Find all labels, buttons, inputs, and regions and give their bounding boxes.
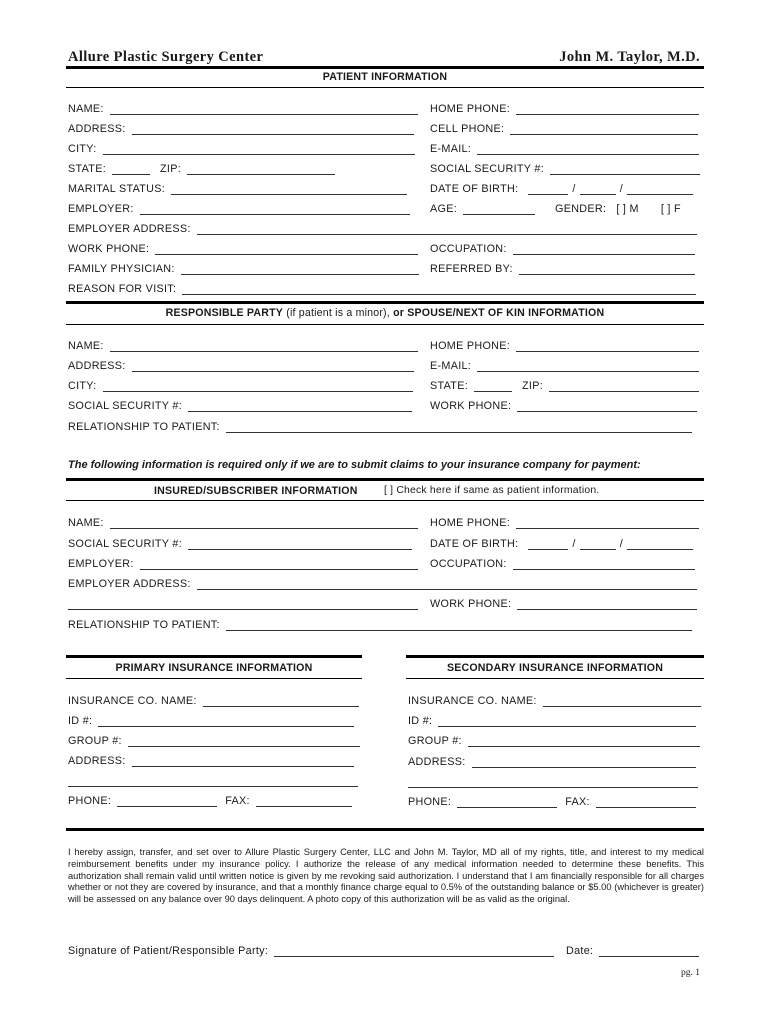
sec-address-row [408, 754, 696, 768]
primary-rule-top [66, 655, 362, 658]
patient-employer-address-label: EMPLOYER ADDRESS: [68, 223, 191, 235]
ins-address-line2-row [68, 596, 418, 610]
sec-address-line2[interactable] [408, 776, 698, 788]
ins-dob-day[interactable] [580, 538, 616, 550]
patient-home-phone-row [430, 101, 699, 115]
header-rule [66, 66, 704, 69]
pri-group-row [68, 733, 360, 747]
patient-physician-label: FAMILY PHYSICIAN: [68, 263, 175, 275]
responsible-title-note: (if patient is a minor), [286, 307, 390, 319]
patient-age-label: AGE: [430, 203, 458, 215]
primary-title: PRIMARY INSURANCE INFORMATION [115, 662, 313, 674]
sec-group-row [408, 733, 700, 747]
patient-age-field[interactable] [463, 203, 535, 215]
pri-address-row [68, 753, 354, 767]
resp-name-row [68, 338, 418, 352]
resp-state-label: STATE: [430, 380, 468, 392]
pri-fax-field[interactable] [256, 795, 352, 807]
sec-address-line2-row [408, 774, 698, 788]
patient-home-phone-field[interactable] [516, 103, 699, 115]
patient-employer-label: EMPLOYER: [68, 203, 134, 215]
secondary-title: SECONDARY INSURANCE INFORMATION [446, 662, 664, 674]
pri-id-row [68, 713, 354, 727]
ins-name-field[interactable] [110, 517, 418, 529]
resp-state-field[interactable] [474, 380, 512, 392]
authorization-paragraph: I hereby assign, transfer, and set over to Allure Plastic Surgery Center, LLC and John M. Taylor, MD all of my rights, title, and interest to my medical reimbursement benefits under my insurance policy. I authorize the release of any medical information needed to determine these benefits. This authorization shall remain valid until written notice is given by me revoking said authorization. I understand that I am financially responsible for all charges whether or not they are covered by insurance, and that a monthly finance charge equal to 0.5% of the outstanding balance or $5.00 (whichever is greater) will be assessed on any balance over 90 days delinquent. A photo copy of this authorization will be as valid as the original. [68, 847, 704, 905]
resp-zip-label: ZIP: [522, 380, 543, 392]
ins-work-phone-row [430, 596, 697, 610]
patient-ssn-field[interactable] [550, 163, 700, 175]
patient-physician-field[interactable] [181, 263, 419, 275]
patient-reason-row [68, 281, 696, 295]
resp-relationship-row [68, 419, 692, 433]
same-as-patient-checkbox[interactable]: [ ] Check here if same as patient information. [384, 485, 600, 496]
sec-address-label: ADDRESS: [408, 756, 466, 768]
pri-id-label: ID #: [68, 715, 93, 727]
patient-occupation-field[interactable] [513, 243, 695, 255]
sec-phone-label: PHONE: [408, 796, 452, 808]
patient-email-label: E-MAIL: [430, 143, 472, 155]
resp-home-phone-row [430, 338, 699, 352]
responsible-title-spouse: or SPOUSE/NEXT OF KIN INFORMATION [393, 307, 605, 319]
patient-cell-phone-field[interactable] [510, 123, 698, 135]
ins-employer-field[interactable] [140, 558, 418, 570]
resp-city-label: CITY: [68, 380, 97, 392]
ins-relationship-row [68, 617, 692, 631]
patient-referred-row [430, 261, 695, 275]
sec-fax-field[interactable] [596, 796, 696, 808]
resp-work-phone-label: WORK PHONE: [430, 400, 512, 412]
ins-relationship-label: RELATIONSHIP TO PATIENT: [68, 619, 220, 631]
signature-field[interactable] [274, 945, 554, 957]
ins-occupation-field[interactable] [513, 558, 695, 570]
patient-dob-month[interactable] [528, 183, 568, 195]
patient-info-title: PATIENT INFORMATION [322, 71, 448, 83]
resp-relationship-field[interactable] [226, 421, 692, 433]
resp-city-field[interactable] [103, 380, 413, 392]
pri-group-label: GROUP #: [68, 735, 122, 747]
ins-dob-year[interactable] [627, 538, 693, 550]
pri-address-field[interactable] [132, 755, 354, 767]
pri-company-row [68, 693, 359, 707]
sec-company-row [408, 693, 701, 707]
primary-rule-bottom [66, 678, 362, 679]
patient-email-field[interactable] [477, 143, 699, 155]
patient-zip-label: ZIP: [160, 163, 181, 175]
insured-rule-bottom [66, 500, 704, 501]
patient-gender-label: GENDER: [555, 203, 607, 215]
doctor-name: John M. Taylor, M.D. [559, 49, 700, 65]
responsible-title [0, 307, 770, 319]
signature-row [68, 943, 554, 957]
resp-email-field[interactable] [477, 360, 699, 372]
resp-state-zip-row [430, 378, 699, 392]
authorization-rule [66, 828, 704, 831]
patient-info-rule [66, 87, 704, 88]
patient-employer-row [68, 201, 410, 215]
secondary-rule-top [406, 655, 704, 658]
resp-address-label: ADDRESS: [68, 360, 126, 372]
ins-relationship-field[interactable] [226, 619, 692, 631]
sec-company-field[interactable] [543, 695, 701, 707]
pri-address-line2[interactable] [68, 775, 358, 787]
patient-address-label: ADDRESS: [68, 123, 126, 135]
insurance-note: The following information is required only if we are to submit claims to your insurance company for payment: [68, 459, 641, 471]
resp-work-phone-field[interactable] [517, 400, 697, 412]
patient-city-row [68, 141, 415, 155]
patient-name-row [68, 101, 418, 115]
patient-email-row [430, 141, 699, 155]
sec-phone-row [408, 794, 696, 808]
date-label: Date: [566, 945, 594, 957]
sec-group-label: GROUP #: [408, 735, 462, 747]
sec-id-row [408, 713, 696, 727]
patient-work-phone-row [68, 241, 418, 255]
patient-referred-field[interactable] [519, 263, 695, 275]
patient-zip-field[interactable] [187, 163, 335, 175]
patient-occupation-label: OCCUPATION: [430, 243, 507, 255]
sec-group-field[interactable] [468, 735, 700, 747]
ins-dob-month[interactable] [528, 538, 568, 550]
gender-female-checkbox[interactable]: [ ] F [660, 203, 681, 215]
gender-male-checkbox[interactable]: [ ] M [616, 203, 639, 215]
patient-ssn-row [430, 161, 700, 175]
ins-dob-label: DATE OF BIRTH: [430, 538, 519, 550]
resp-email-row [430, 358, 699, 372]
patient-name-field[interactable] [110, 103, 418, 115]
patient-state-zip-row [68, 161, 335, 175]
ins-home-phone-label: HOME PHONE: [430, 517, 511, 529]
patient-city-field[interactable] [103, 143, 415, 155]
ins-employer-address-row [68, 576, 697, 590]
patient-referred-label: REFERRED BY: [430, 263, 513, 275]
patient-cell-phone-label: CELL PHONE: [430, 123, 505, 135]
ins-employer-address-line2[interactable] [68, 598, 418, 610]
sec-address-field[interactable] [472, 756, 696, 768]
secondary-rule-bottom [406, 678, 704, 679]
pri-company-label: INSURANCE CO. NAME: [68, 695, 197, 707]
resp-home-phone-label: HOME PHONE: [430, 340, 511, 352]
patient-physician-row [68, 261, 419, 275]
resp-address-row [68, 358, 414, 372]
pri-address-label: ADDRESS: [68, 755, 126, 767]
resp-city-row [68, 378, 413, 392]
ins-employer-row [68, 556, 418, 570]
date-row [566, 943, 699, 957]
patient-reason-field[interactable] [182, 283, 696, 295]
ins-ssn-row [68, 536, 412, 550]
pri-group-field[interactable] [128, 735, 360, 747]
sec-phone-field[interactable] [457, 796, 557, 808]
resp-home-phone-field[interactable] [516, 340, 699, 352]
patient-age-gender-row [430, 201, 681, 215]
responsible-rule-top [66, 301, 704, 304]
patient-marital-field[interactable] [171, 183, 407, 195]
patient-cell-phone-row [430, 121, 698, 135]
patient-ssn-label: SOCIAL SECURITY #: [430, 163, 545, 175]
ins-ssn-label: SOCIAL SECURITY #: [68, 538, 183, 550]
sec-id-label: ID #: [408, 715, 433, 727]
patient-employer-field[interactable] [140, 203, 410, 215]
patient-dob-day[interactable] [580, 183, 616, 195]
patient-employer-address-row [68, 221, 697, 235]
pri-id-field[interactable] [98, 715, 354, 727]
sec-fax-label: FAX: [565, 796, 590, 808]
sec-company-label: INSURANCE CO. NAME: [408, 695, 537, 707]
pri-phone-field[interactable] [117, 795, 217, 807]
ins-employer-address-field[interactable] [197, 578, 697, 590]
resp-name-label: NAME: [68, 340, 104, 352]
patient-name-label: NAME: [68, 103, 104, 115]
patient-state-field[interactable] [112, 163, 150, 175]
patient-marital-row [68, 181, 407, 195]
patient-dob-label: DATE OF BIRTH: [430, 183, 519, 195]
pri-phone-label: PHONE: [68, 795, 112, 807]
practice-name: Allure Plastic Surgery Center [68, 49, 264, 65]
patient-work-phone-label: WORK PHONE: [68, 243, 150, 255]
resp-email-label: E-MAIL: [430, 360, 472, 372]
patient-state-label: STATE: [68, 163, 106, 175]
ins-home-phone-row [430, 515, 699, 529]
ins-name-label: NAME: [68, 517, 104, 529]
pri-phone-row [68, 793, 352, 807]
ins-ssn-field[interactable] [188, 538, 412, 550]
ins-name-row [68, 515, 418, 529]
patient-marital-label: MARITAL STATUS: [68, 183, 166, 195]
insured-rule-top [66, 478, 704, 481]
date-field[interactable] [599, 945, 699, 957]
pri-fax-label: FAX: [225, 795, 250, 807]
pri-address-line2-row [68, 773, 358, 787]
resp-zip-field[interactable] [549, 380, 699, 392]
patient-city-label: CITY: [68, 143, 97, 155]
patient-home-phone-label: HOME PHONE: [430, 103, 511, 115]
ins-work-phone-label: WORK PHONE: [430, 598, 512, 610]
patient-reason-label: REASON FOR VISIT: [68, 283, 177, 295]
ins-employer-label: EMPLOYER: [68, 558, 134, 570]
page-number: pg. 1 [681, 968, 700, 978]
responsible-title-bold: RESPONSIBLE PARTY [165, 307, 284, 319]
patient-dob-year[interactable] [627, 183, 693, 195]
resp-ssn-label: SOCIAL SECURITY #: [68, 400, 183, 412]
sec-id-field[interactable] [438, 715, 696, 727]
ins-occupation-label: OCCUPATION: [430, 558, 507, 570]
patient-work-phone-field[interactable] [155, 243, 418, 255]
patient-occupation-row [430, 241, 695, 255]
resp-ssn-field[interactable] [188, 400, 412, 412]
resp-work-phone-row [430, 398, 697, 412]
signature-label: Signature of Patient/Responsible Party: [68, 945, 269, 957]
ins-dob-row: DATE OF BIRTH: / / [430, 536, 693, 550]
resp-address-field[interactable] [132, 360, 414, 372]
patient-employer-address-field[interactable] [197, 223, 697, 235]
patient-dob-row: DATE OF BIRTH: / / [430, 181, 693, 195]
resp-relationship-label: RELATIONSHIP TO PATIENT: [68, 421, 220, 433]
patient-address-row [68, 121, 414, 135]
ins-home-phone-field[interactable] [516, 517, 699, 529]
responsible-rule-bottom [66, 324, 704, 325]
ins-occupation-row [430, 556, 695, 570]
insured-title: INSURED/SUBSCRIBER INFORMATION [154, 485, 358, 497]
pri-company-field[interactable] [203, 695, 359, 707]
ins-employer-address-label: EMPLOYER ADDRESS: [68, 578, 191, 590]
resp-ssn-row [68, 398, 412, 412]
ins-work-phone-field[interactable] [517, 598, 697, 610]
resp-name-field[interactable] [110, 340, 418, 352]
patient-address-field[interactable] [132, 123, 414, 135]
